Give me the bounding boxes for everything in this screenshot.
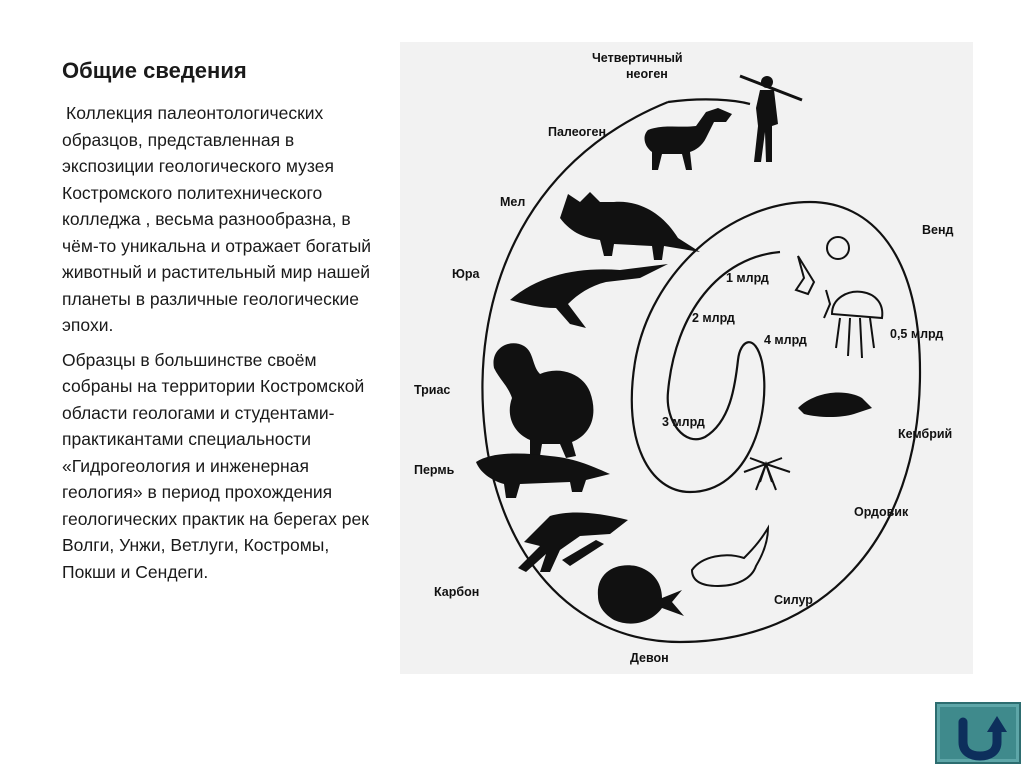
vendian-organisms-icon [796, 237, 849, 318]
time-spiral-outer-line [668, 99, 750, 104]
label-jurassic: Юра [452, 267, 480, 281]
label-three-billion: 3 млрд [662, 415, 705, 429]
label-quaternary: Четвертичный [592, 51, 683, 65]
sauropod-icon [493, 343, 593, 458]
label-silurian: Силур [774, 593, 813, 607]
label-cretaceous: Мел [500, 195, 526, 209]
label-carboniferous: Карбон [434, 585, 480, 599]
jellyfish-icon [832, 292, 882, 358]
geologic-spiral-svg [400, 42, 973, 674]
slide-title: Общие сведения [62, 58, 247, 83]
label-two-billion: 2 млрд [692, 311, 735, 325]
label-vendian: Венд [922, 223, 954, 237]
ancient-horse-icon [645, 108, 732, 170]
label-neogene: неоген [626, 67, 668, 81]
paragraph-origin: Образцы в большинстве своём собраны на территории Костромской области геологами и студентами-практикантами специальности «Гидрогеология и инженерная геология» в период прохождения геологических практик на берегах рек Волги, Унжи, Ветлуги, Костромы, Покши и Сендеги. [62, 349, 369, 582]
label-triassic: Триас [414, 383, 451, 397]
label-four-billion: 4 млрд [764, 333, 807, 347]
label-half-billion: 0,5 млрд [890, 327, 944, 341]
trilobite-icon [798, 393, 872, 417]
back-button[interactable] [935, 702, 1021, 764]
ordovician-crinoid-icon [744, 458, 790, 490]
u-turn-arrow-icon [937, 704, 1023, 766]
label-one-billion: 1 млрд [726, 271, 769, 285]
triceratops-icon [560, 192, 700, 260]
pterosaur-icon [510, 264, 668, 328]
human-figure-icon [740, 76, 802, 162]
silurian-fish-icon [692, 528, 768, 586]
label-paleogene: Палеоген [548, 125, 607, 139]
label-permian: Пермь [414, 463, 455, 477]
label-cambrian: Кембрий [898, 427, 953, 441]
geologic-spiral-figure [400, 42, 973, 674]
text-column [62, 100, 380, 593]
label-ordovician: Ордовик [854, 505, 909, 519]
paragraph-collection: Коллекция палеонтологических образцов, представленная в экспозиции геологического музея Костромского политехнического колледжа , весьма разнообразна, в чём-то уникальна и отражает богатый животный и растительный мир нашей планеты в различные геологические эпохи. [62, 103, 372, 335]
label-devonian: Девон [630, 651, 669, 665]
carboniferous-amphibian-icon [518, 513, 628, 572]
devonian-fish-icon [598, 565, 684, 623]
